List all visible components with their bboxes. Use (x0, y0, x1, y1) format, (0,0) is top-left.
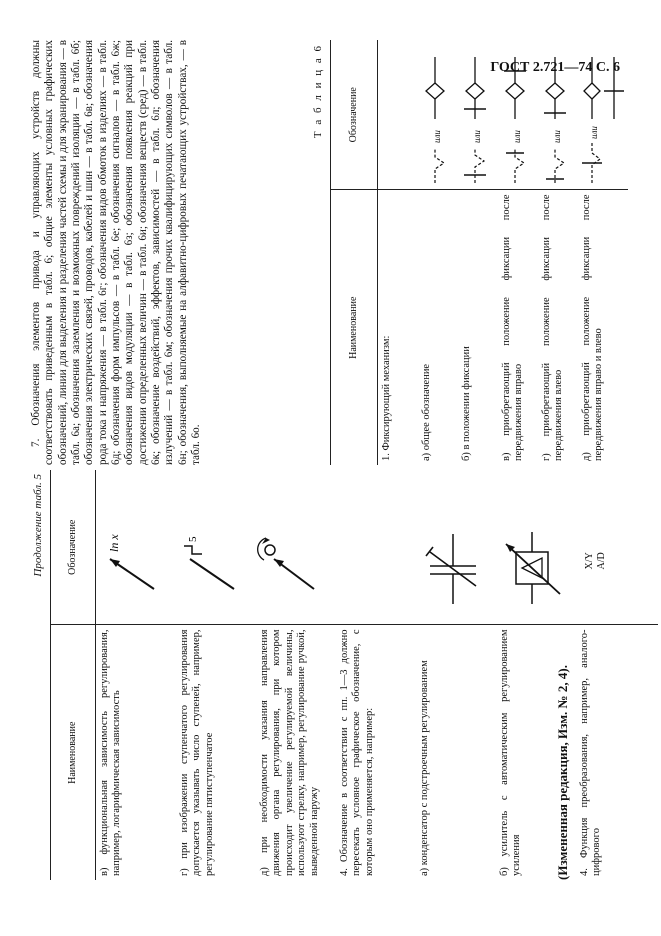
table5-continuation-label: Продолжение табл. 5 (32, 474, 44, 577)
table-row (378, 40, 419, 465)
log-regulation-symbol (96, 475, 166, 625)
table6-row-name: 1. Фиксирующий механизм: (378, 190, 419, 465)
table6-row-symbol (498, 40, 538, 190)
latch-locked-symbol (458, 40, 492, 190)
table-row (418, 40, 458, 465)
table5-row-name: г) при изображении ступенчатого регулирования допускается указывать число ступеней, например, регулирование пятиступенчатое (176, 625, 256, 880)
section-7 (30, 40, 605, 465)
table5-row-symbol (256, 470, 336, 625)
step-count-text: 5 (187, 537, 199, 543)
table-row (498, 40, 538, 465)
or-word: или (512, 130, 522, 144)
table6-header-row (331, 40, 378, 465)
or-word: или (472, 130, 482, 144)
amendment-note: (Измененная редакция, Изм. № 2, 4). (555, 665, 570, 880)
or-word: или (552, 130, 562, 144)
table5-col-name: Наименование (51, 625, 96, 880)
table6-row-name: д) приобретающий положение фиксации после передвижения вправо и влево (578, 190, 628, 465)
table6-label: Т а б л и ц а 6 (312, 44, 324, 139)
trimmer-capacitor-symbol (416, 475, 486, 625)
table5-row-name: 4. Функция преобразования, например, аналого-цифрового (576, 625, 658, 880)
table5-row-name: б) усилитель с автоматическим регулированием усиления (496, 625, 576, 880)
paragraph-7: 7. Обозначения элементов привода и управляющих устройств должны соответствовать приведенным в табл. 6; общие элементы условных графических обозначений, линии для выделения и разделения частей схемы и для экранирования — в табл. 6а; обозначения заземления и возможных повреждений изоляции — в табл. 6б; обозначения электрических связей, проводов, кабелей и шин — в табл. 6в; обозначения рода тока и напряжения — в табл. 6г; обозначения видов обмоток в изделиях — в табл. 6д; обозначения форм импульсов — в табл. 6е; обозначения сигналов — в табл. 6ж; обозначения видов модуляции — в табл. 6з; обозначения появления реакций при достижении определенных величин — в табл. 6и; обозначения веществ (сред) — в табл. 6к; обозначение воздействий, эффектов, зависимостей — в табл. 6л; обозначения излучений — в табл. 6м; обозначения прочих квалифицирующих символов — в табл. 6н; обозначения, выполняемые на алфавитно-цифровых печатающих устройствах, — в табл. 6о. (30, 40, 202, 465)
table5-row-name: в) функциональная зависимость регулирования, например, логарифмическая зависимость (96, 625, 177, 880)
table-row (416, 470, 496, 880)
table6-row-symbol (578, 40, 628, 190)
table5-section (30, 470, 607, 880)
table6-row-symbol (418, 40, 458, 190)
or-word: или (589, 126, 599, 140)
knob-regulation-symbol (256, 475, 326, 625)
table5-row-name: д) при необходимости указания направления движения органа регулирования, при котором происходит увеличение регулируемой величины, используют стрелку, например, регулирование ручкой, выведенной наружу (256, 625, 336, 880)
table6-row-name: в) приобретающий положение фиксации после передвижения вправо (498, 190, 538, 465)
table6-row-symbol (458, 40, 498, 190)
table-row (336, 470, 416, 880)
table5-row-symbol (176, 470, 256, 625)
table6-row-name: а) общее обозначение (418, 190, 458, 465)
table6-row-name: г) приобретающий положение фиксации после передвижения влево (538, 190, 578, 465)
latch-general-symbol (418, 40, 452, 190)
rotated-page-content (30, 40, 607, 880)
table-row (578, 40, 628, 465)
table5-row-name: 4. Обозначение в соответствии с пп. 1—3 должно пересекать условное графическое обозначение, с которым оно применяется, например: (336, 625, 416, 880)
table5-row-symbol (336, 470, 416, 625)
table-row (176, 470, 256, 880)
table6-row-symbol (378, 40, 419, 190)
page-header: ГОСТ 2.721—74 С. 6 (490, 60, 620, 75)
latch-left-symbol (538, 40, 572, 190)
table5-row-name: а) конденсатор с подстроечным регулированием (416, 625, 496, 880)
latch-right-symbol (498, 40, 532, 190)
latch-both-symbol (578, 40, 628, 190)
table-row (96, 470, 177, 880)
step-regulation-symbol (176, 475, 246, 625)
table5-row-symbol (416, 470, 496, 625)
or-word: или (432, 130, 442, 144)
table5-row-symbol: X/Y A/D (584, 552, 607, 570)
table6-col-symbol: Обозначение (331, 40, 378, 190)
table-row (538, 40, 578, 465)
table-row (256, 470, 336, 880)
table6-row-name: б) в положении фиксации (458, 190, 498, 465)
table5-row-symbol (96, 470, 177, 625)
table-row (576, 470, 658, 880)
table-row (458, 40, 498, 465)
table6-col-name: Наименование (331, 190, 378, 465)
table6-row-symbol (538, 40, 578, 190)
ln-x-text: ln x (107, 534, 121, 553)
table5-header-row (51, 470, 96, 880)
table6 (330, 40, 628, 465)
table5-col-symbol: Обозначение (51, 470, 96, 625)
